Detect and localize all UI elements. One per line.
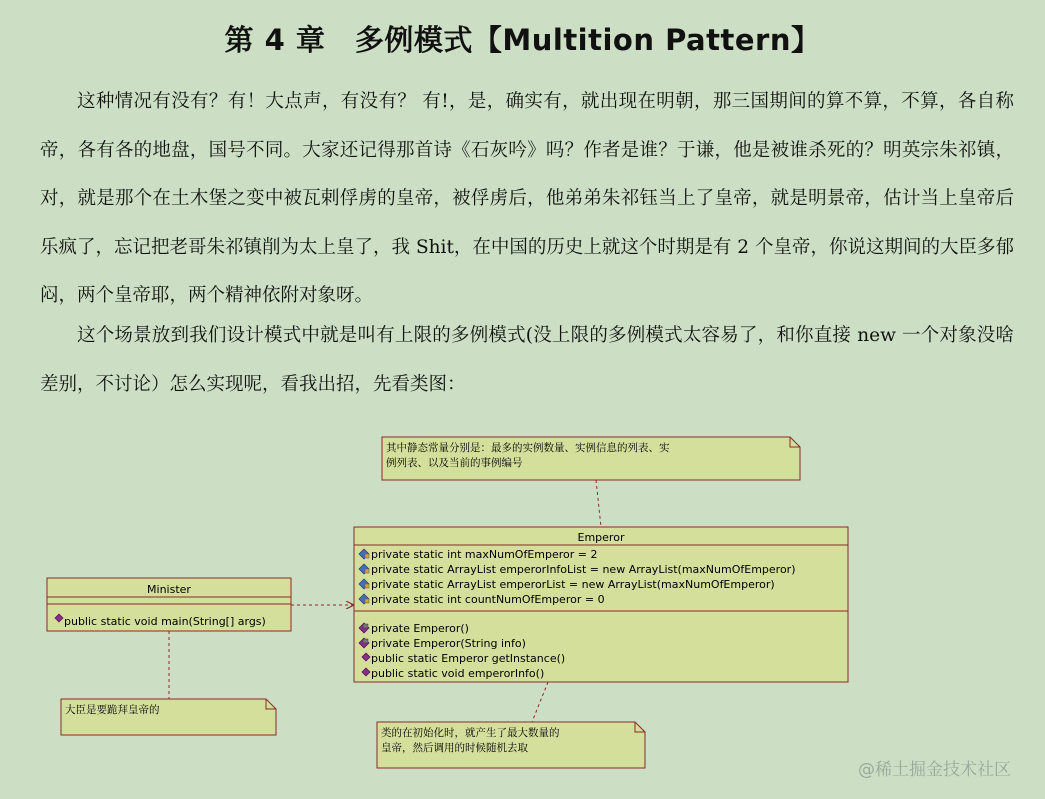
note-top-connector xyxy=(596,480,601,527)
note-top xyxy=(382,437,800,480)
attribute-text: private static int maxNumOfEmperor = 2 xyxy=(371,548,598,561)
minister-operation-text: public static void main(String[] args) xyxy=(64,615,266,628)
note-top-line-1: 其中静态常量分别是：最多的实例数量、实例信息的列表、实 xyxy=(386,442,670,454)
emperor-operation-2 xyxy=(359,637,526,650)
lock-icon xyxy=(363,624,368,628)
note-emperor-line-1: 类的在初始化时，就产生了最大数量的 xyxy=(381,727,560,739)
watermark: @稀土掘金技术社区 xyxy=(858,760,1011,780)
class-minister-name: Minister xyxy=(147,583,191,596)
emperor-attribute-2 xyxy=(359,563,796,576)
note-emperor xyxy=(377,722,645,768)
operation-text: public static void emperorInfo() xyxy=(371,667,545,680)
operation-text: private Emperor() xyxy=(371,622,469,635)
emperor-operation-3 xyxy=(362,652,565,665)
attribute-text: private static ArrayList emperorList = new ArrayList(maxNumOfEmperor) xyxy=(371,578,775,591)
class-emperor-name: Emperor xyxy=(577,531,625,544)
operation-text: public static Emperor getInstance() xyxy=(371,652,566,665)
lock-icon xyxy=(365,554,369,558)
note-top-line-2: 例列表、以及当前的事例编号 xyxy=(386,457,523,469)
lock-icon xyxy=(365,599,369,603)
lock-icon xyxy=(363,639,368,643)
chapter-title: 第 4 章 多例模式【Multition Pattern】 xyxy=(224,23,821,57)
emperor-attribute-3 xyxy=(359,578,775,591)
class-minister xyxy=(47,578,291,631)
paragraph-scenario: 这个场景放到我们设计模式中就是叫有上限的多例模式(没上限的多例模式太容易了，和你直接 new 一个对象没啥差别，不讨论）怎么实现呢，看我出招，先看类图： xyxy=(40,325,1014,395)
emperor-attribute-1 xyxy=(359,548,598,561)
note-emperor-connector xyxy=(532,682,548,722)
attribute-text: private static ArrayList emperorInfoList = new ArrayList(maxNumOfEmperor) xyxy=(371,563,796,576)
operation-text: private Emperor(String info) xyxy=(371,637,526,650)
paragraph-history: 这种情况有没有？有！大点声，有没有？ 有!，是，确实有，就出现在明朝，那三国期间的算不算，不算，各自称帝，各有各的地盘，国号不同。大家还记得那首诗《石灰吟》吗？作者是谁？于谦，他是被谁杀死的？明英宗朱祁镇，对，就是那个在土木堡之变中被瓦剌俘虏的皇帝，被俘虏后，他弟弟朱祁钰当上了皇帝，就是明景帝，估计当上皇帝后乐疯了，忘记把老哥朱祁镇削为太上皇了，我 Shit，在中国的历史上就这个时期是有 2 个皇帝，你说这期间的大臣多郁闷，两个皇帝耶，两个精神依附对象呀。 xyxy=(40,91,1014,306)
emperor-operation-4 xyxy=(362,667,544,680)
emperor-operation-1 xyxy=(359,622,469,635)
note-emperor-line-2: 皇帝，然后调用的时候随机去取 xyxy=(381,742,528,754)
class-emperor xyxy=(354,527,848,682)
emperor-attribute-4 xyxy=(359,593,605,606)
note-minister xyxy=(61,699,276,735)
note-minister-line-1: 大臣是要跪拜皇帝的 xyxy=(65,704,160,716)
attribute-text: private static int countNumOfEmperor = 0 xyxy=(371,593,605,606)
lock-icon xyxy=(365,569,369,573)
lock-icon xyxy=(365,584,369,588)
